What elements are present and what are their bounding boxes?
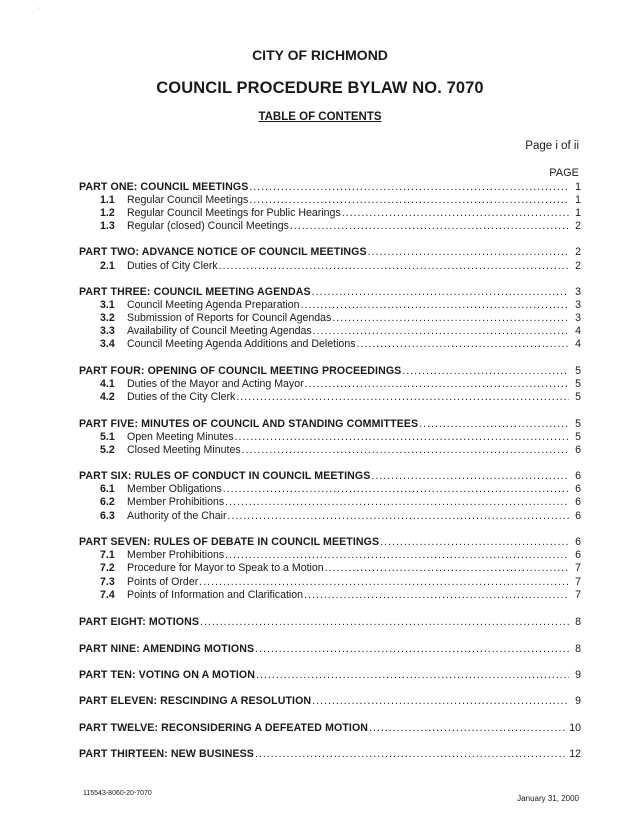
city-heading: CITY OF RICHMOND (252, 47, 388, 63)
toc-entry-title: PART FOUR: OPENING OF COUNCIL MEETING PROCEEDINGS (79, 365, 402, 377)
toc-page-number: 4 (575, 338, 581, 350)
dot-leader (290, 220, 569, 232)
toc-entry-title: Duties of the Mayor and Acting Mayor (127, 378, 304, 390)
dot-leader (369, 722, 567, 734)
dot-leader (368, 246, 569, 258)
toc-section-number: 4.2 (100, 391, 115, 403)
toc-entry-title: PART TEN: VOTING ON A MOTION (79, 669, 256, 681)
toc-entry-title: Member Prohibitions (127, 549, 225, 561)
toc-page-number: 3 (575, 286, 581, 298)
toc-entry-title: Points of Order (127, 576, 199, 588)
toc-entry-title: Procedure for Mayor to Speak to a Motion (127, 562, 324, 574)
toc-page-number: 1 (575, 207, 581, 219)
toc-entry-title: Open Meeting Minutes (127, 431, 234, 443)
toc-page-number: 8 (575, 643, 581, 655)
toc-section-entry (100, 508, 581, 522)
toc-page-number: 8 (575, 616, 581, 628)
toc-section-entry (100, 547, 581, 561)
toc-page-number: 9 (575, 669, 581, 681)
dot-leader (200, 616, 569, 628)
toc-section-number: 3.1 (100, 299, 115, 311)
toc-entry-title: PART ELEVEN: RESCINDING A RESOLUTION (79, 695, 312, 707)
toc-section-number: 6.3 (100, 510, 115, 522)
toc-part-entry (79, 693, 581, 707)
toc-section-number: 7.1 (100, 549, 115, 561)
toc-entry-title: PART ONE: COUNCIL MEETINGS (79, 181, 249, 193)
page-number: Page i of ii (525, 140, 579, 152)
toc-entry-title: PART FIVE: MINUTES OF COUNCIL AND STANDING COMMITTEES (79, 418, 419, 430)
toc-section-entry (100, 192, 581, 206)
toc-entry-title: Council Meeting Agenda Additions and Deletions (127, 338, 356, 350)
toc-page-number: 10 (569, 722, 581, 734)
toc-part-entry (79, 614, 581, 628)
toc-section-number: 1.1 (100, 194, 115, 206)
toc-page-number: 3 (575, 299, 581, 311)
scan-mark: ’ (38, 8, 40, 14)
toc-entry-title: PART THREE: COUNCIL MEETING AGENDAS (79, 286, 311, 298)
toc-section-entry (100, 297, 581, 311)
toc-page-number: 1 (575, 194, 581, 206)
toc-entry-title: PART SIX: RULES OF CONDUCT IN COUNCIL MEETINGS (79, 470, 371, 482)
toc-part-entry (79, 179, 581, 193)
dot-leader (236, 391, 569, 403)
toc-entry-title: PART THIRTEEN: NEW BUSINESS (79, 748, 254, 760)
dot-leader (325, 562, 569, 574)
toc-page-number: 5 (575, 378, 581, 390)
toc-entry-title: PART NINE: AMENDING MOTIONS (79, 643, 255, 655)
toc-page-number: 7 (575, 589, 581, 601)
dot-leader (242, 444, 569, 456)
toc-section-entry (100, 376, 581, 390)
toc-section-number: 5.1 (100, 431, 115, 443)
toc-section-entry (100, 258, 581, 272)
toc-part-entry (79, 416, 581, 430)
dot-leader (255, 643, 569, 655)
toc-page-number: 1 (575, 181, 581, 193)
toc-section-number: 1.2 (100, 207, 115, 219)
toc-section-number: 7.2 (100, 562, 115, 574)
toc-page-number: 5 (575, 431, 581, 443)
toc-page-number: 6 (575, 510, 581, 522)
toc-part-entry (79, 641, 581, 655)
toc-section-entry (100, 310, 581, 324)
toc-entry-title: Submission of Reports for Council Agendas (127, 312, 332, 324)
toc-section-number: 6.1 (100, 483, 115, 495)
toc-section-number: 7.3 (100, 576, 115, 588)
toc-page-number: 5 (575, 391, 581, 403)
toc-section-number: 1.3 (100, 220, 115, 232)
toc-entry-title: Authority of the Chair (127, 510, 227, 522)
toc-entry-title: Regular (closed) Council Meetings (127, 220, 289, 232)
toc-part-entry (79, 534, 581, 548)
dot-leader (228, 510, 569, 522)
toc-page-number: 6 (575, 549, 581, 561)
toc-section-number: 7.4 (100, 589, 115, 601)
toc-page-number: 2 (575, 220, 581, 232)
toc-section-entry (100, 218, 581, 232)
toc-heading (0, 111, 640, 123)
toc-section-entry (100, 323, 581, 337)
toc-entry-title: Member Obligations (127, 483, 222, 495)
toc-page-number: 2 (575, 246, 581, 258)
dot-leader (219, 260, 569, 272)
toc-page-number: 6 (575, 444, 581, 456)
toc-entry-title: Member Prohibitions (127, 496, 225, 508)
toc-page-number: 12 (569, 748, 581, 760)
toc-section-entry (100, 442, 581, 456)
toc-section-entry (100, 389, 581, 403)
toc-entry-title: PART EIGHT: MOTIONS (79, 616, 199, 628)
toc-page-number: 3 (575, 312, 581, 324)
toc-part-entry (79, 363, 581, 377)
toc-page-number: 5 (575, 365, 581, 377)
document-id: 115543-8060-20-7070 (83, 790, 152, 797)
toc-part-entry (79, 667, 581, 681)
toc-entry-title: PART SEVEN: RULES OF DEBATE IN COUNCIL MEETINGS (79, 536, 380, 548)
toc-section-number: 3.4 (100, 338, 115, 350)
toc-section-entry (100, 494, 581, 508)
toc-entry-title: Regular Council Meetings for Public Hearings (127, 207, 341, 219)
toc-section-entry (100, 587, 581, 601)
toc-section-entry (100, 574, 581, 588)
dot-leader (312, 695, 569, 707)
toc-page-number: 5 (575, 418, 581, 430)
toc-section-entry (100, 429, 581, 443)
toc-section-number: 3.2 (100, 312, 115, 324)
toc-entry-title: Availability of Council Meeting Agendas (127, 325, 312, 337)
toc-part-entry (79, 284, 581, 298)
dot-leader (357, 338, 569, 350)
toc-section-number: 5.2 (100, 444, 115, 456)
toc-entry-title: Duties of the City Clerk (127, 391, 236, 403)
page-column-label: PAGE (549, 167, 579, 179)
toc-part-entry (79, 746, 581, 760)
toc-section-entry (100, 481, 581, 495)
toc-page-number: 6 (575, 483, 581, 495)
toc-section-number: 4.1 (100, 378, 115, 390)
toc-page-number: 6 (575, 496, 581, 508)
dot-leader (256, 669, 569, 681)
toc-page-number: 2 (575, 260, 581, 272)
toc-page-number: 7 (575, 576, 581, 588)
toc-section-entry (100, 336, 581, 350)
toc-page-number: 7 (575, 562, 581, 574)
document-date: January 31, 2000 (517, 794, 579, 803)
toc-page-number: 9 (575, 695, 581, 707)
toc-page-number: 6 (575, 536, 581, 548)
dot-leader (304, 589, 569, 601)
toc-section-number: 6.2 (100, 496, 115, 508)
toc-section-entry (100, 205, 581, 219)
toc-entry-title: Points of Information and Clarification (127, 589, 304, 601)
toc-entry-title: Closed Meeting Minutes (127, 444, 241, 456)
toc-page-number: 4 (575, 325, 581, 337)
toc-page-number: 6 (575, 470, 581, 482)
toc-part-entry (79, 244, 581, 258)
toc-entry-title: Council Meeting Agenda Preparation (127, 299, 300, 311)
toc-heading-text: TABLE OF CONTENTS (258, 111, 382, 123)
toc-section-entry (100, 560, 581, 574)
bylaw-title: COUNCIL PROCEDURE BYLAW NO. 7070 (156, 79, 484, 97)
dot-leader (225, 496, 569, 508)
toc-entry-title: Regular Council Meetings (127, 194, 249, 206)
toc-entry-title: PART TWELVE: RECONSIDERING A DEFEATED MOTION (79, 722, 369, 734)
toc-part-entry (79, 720, 581, 734)
toc-entry-title: PART TWO: ADVANCE NOTICE OF COUNCIL MEETINGS (79, 246, 367, 258)
toc-part-entry (79, 468, 581, 482)
toc-entry-title: Duties of City Clerk (127, 260, 218, 272)
toc-section-number: 2.1 (100, 260, 115, 272)
dot-leader (255, 748, 567, 760)
toc-section-number: 3.3 (100, 325, 115, 337)
